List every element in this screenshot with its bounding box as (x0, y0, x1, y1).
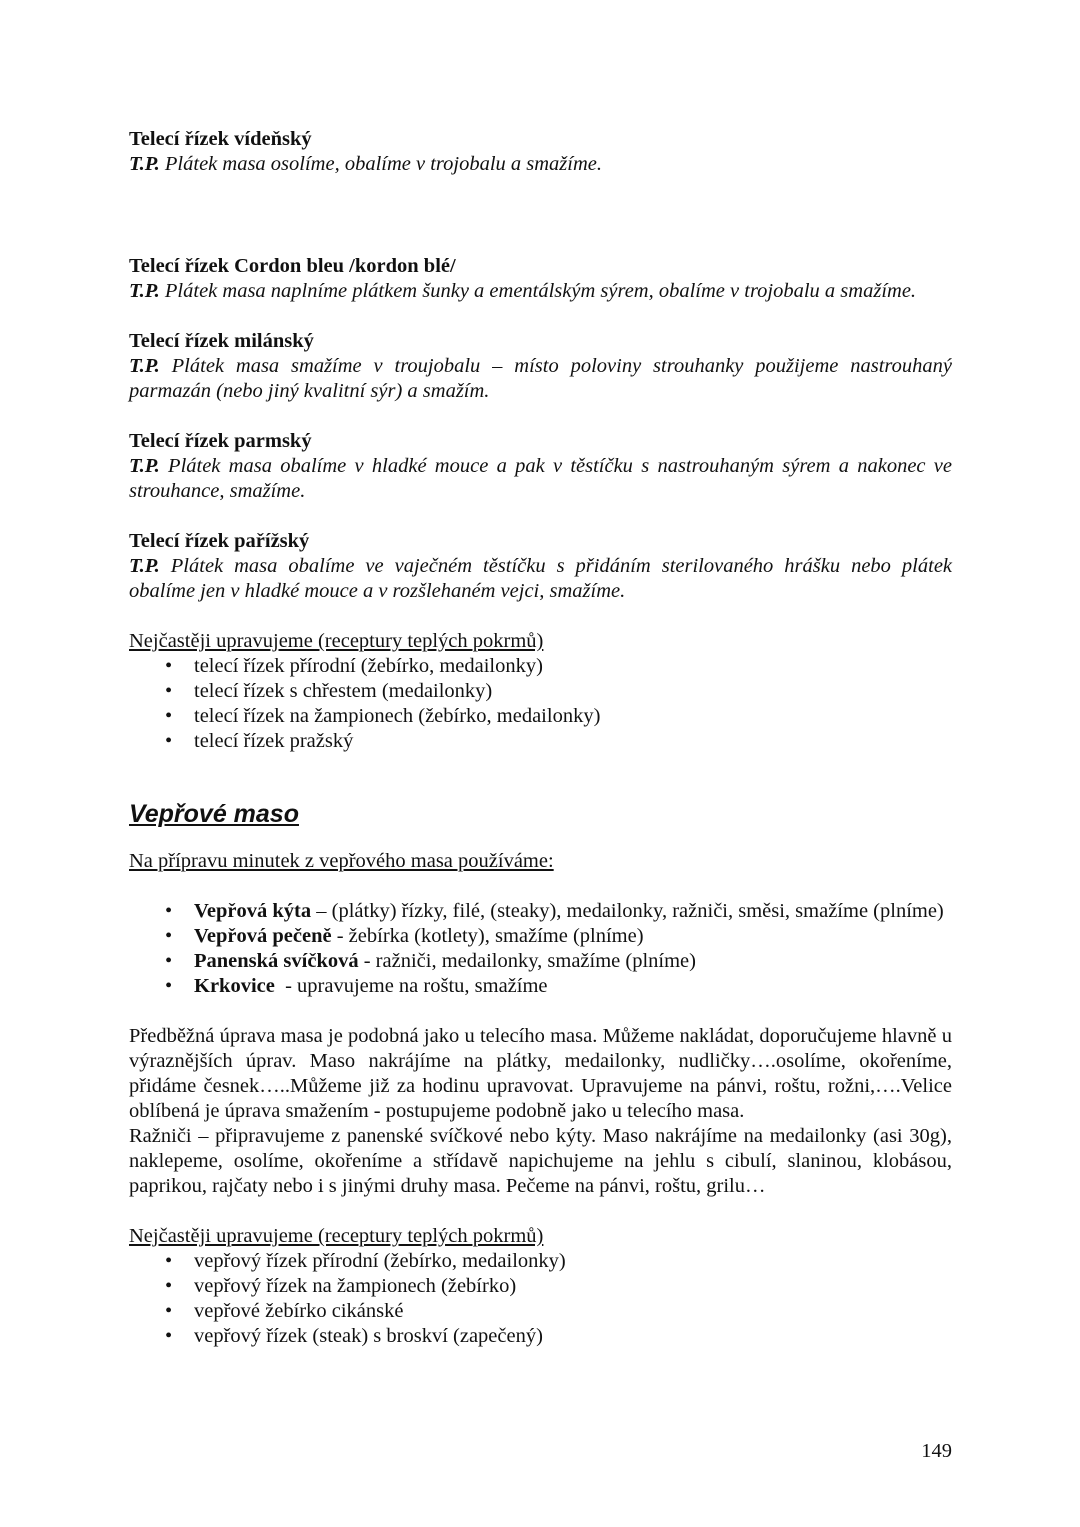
tp-label: T.P. (129, 153, 160, 175)
pork-paragraph-1: Předběžná úprava masa je podobná jako u telecího masa. Můžeme nakládat, doporučujeme hlavně u výraznějších úprav. Maso nakrájíme na plátky, medailonky, nudličky….osolíme, okořeníme, přidáme česnek…..Můžeme již za hodinu upravovat. Upravujeme na pánvi, roštu, rožni,….Velice oblíbená je úprava smažením - postupujeme podobně jako u telecího masa. (129, 1025, 952, 1122)
recipe-parmsky (129, 429, 952, 504)
list-item-text: telecí řízek pražský (194, 730, 354, 752)
tp-label: T.P. (129, 555, 160, 577)
pork-intro: Na přípravu minutek z vepřového masa používáme: (129, 850, 554, 872)
cut-name: Vepřová pečeně (194, 925, 332, 947)
list-item (129, 704, 952, 729)
section-title-pork: Vepřové maso (129, 800, 299, 828)
cut-name: Krkovice (194, 975, 275, 997)
list-item-text: vepřový řízek na žampionech (žebírko) (194, 1275, 517, 1297)
recipe-videnske (129, 127, 952, 177)
page-number: 149 (921, 1440, 952, 1462)
cut-name: Panenská svíčková (194, 950, 359, 972)
list-item (129, 1324, 952, 1349)
tp-text: Plátek masa smažíme v troujobalu – místo poloviny strouhanky použijeme nastrouhaný parmazán (nebo jiný kvalitní sýr) a smažím. (129, 355, 952, 402)
recipe-title: Telecí řízek milánský (129, 330, 314, 352)
bullet-icon: • (165, 730, 173, 752)
veal-common-list (129, 654, 952, 754)
bullet-icon: • (165, 975, 173, 997)
pork-common-section (129, 1224, 952, 1349)
list-item (129, 1274, 952, 1299)
pork-paragraph-2: Ražniči – připravujeme z panenské svíčkové nebo kýty. Maso nakrájíme na medailonky (asi 30g), naklepeme, osolíme, okořeníme a střídavě napichujeme na jehlu s cibulí, slaninou, klobásou, paprikou, rajčaty nebo i s jinými druhy masa. Pečeme na pánvi, roštu, grilu… (129, 1125, 952, 1197)
bullet-icon: • (165, 655, 173, 677)
bullet-icon: • (165, 1325, 173, 1347)
list-item (129, 1299, 952, 1324)
list-item (129, 654, 952, 679)
bullet-icon: • (165, 1250, 173, 1272)
cut-desc: - upravujeme na roštu, smažíme (274, 975, 548, 997)
pork-cuts-list (129, 899, 952, 999)
bullet-icon: • (165, 900, 173, 922)
list-item-text: vepřové žebírko cikánské (194, 1300, 404, 1322)
tp-text: Plátek masa obalíme v hladké mouce a pak v těstíčku s nastrouhaným sýrem a nakonec ve strouhance, smažíme. (129, 455, 952, 502)
list-item (129, 949, 952, 974)
list-item-text: telecí řízek na žampionech (žebírko, medailonky) (194, 705, 601, 727)
recipe-milansky (129, 329, 952, 404)
tp-text: Plátek masa osolíme, obalíme v trojobalu a smažíme. (164, 153, 603, 175)
bullet-icon: • (165, 1300, 173, 1322)
veal-common-heading: Nejčastěji upravujeme (receptury teplých pokrmů) (129, 630, 544, 652)
recipe-title: Telecí řízek parmský (129, 430, 312, 452)
recipe-title: Telecí řízek Cordon bleu /kordon blé/ (129, 255, 456, 277)
list-item-text: telecí řízek s chřestem (medailonky) (194, 680, 493, 702)
recipe-title: Telecí řízek pařížský (129, 530, 310, 552)
recipe-title: Telecí řízek vídeňský (129, 128, 312, 150)
tp-label: T.P. (129, 280, 160, 302)
pork-common-list (129, 1249, 952, 1349)
cut-desc: - ražniči, medailonky, smažíme (plníme) (358, 950, 696, 972)
pork-common-heading: Nejčastěji upravujeme (receptury teplých pokrmů) (129, 1225, 544, 1247)
list-item (129, 1249, 952, 1274)
list-item (129, 679, 952, 704)
tp-label: T.P. (129, 355, 160, 377)
recipe-procedure (129, 554, 952, 604)
tp-text: Plátek masa naplníme plátkem šunky a ementálským sýrem, obalíme v trojobalu a smažíme. (164, 280, 917, 302)
list-item (129, 729, 952, 754)
bullet-icon: • (165, 680, 173, 702)
tp-label: T.P. (129, 455, 160, 477)
bullet-icon: • (165, 950, 173, 972)
bullet-icon: • (165, 705, 173, 727)
cut-name: Vepřová kýta (194, 900, 312, 922)
list-item (129, 974, 952, 999)
bullet-icon: • (165, 1275, 173, 1297)
cut-desc: – (plátky) řízky, filé, (steaky), medailonky, ražniči, směsi, smažíme (plníme) (311, 900, 944, 922)
recipe-procedure (129, 454, 952, 504)
veal-common-section (129, 629, 952, 754)
bullet-icon: • (165, 925, 173, 947)
list-item-text: telecí řízek přírodní (žebírko, medailonky) (194, 655, 543, 677)
recipe-parizsky (129, 529, 952, 604)
list-item-text: vepřový řízek (steak) s broskví (zapečený) (194, 1325, 543, 1347)
tp-text: Plátek masa obalíme ve vaječném těstíčku s přidáním sterilovaného hrášku nebo plátek obalíme jen v hladké mouce a v rozšlehaném vejci, smažíme. (129, 555, 953, 602)
document-page (129, 127, 952, 1349)
recipe-procedure (129, 279, 952, 304)
recipe-cordon-bleu (129, 254, 952, 304)
list-item (129, 924, 952, 949)
list-item (129, 899, 952, 924)
cut-desc: - žebírka (kotlety), smažíme (plníme) (331, 925, 644, 947)
recipe-procedure (129, 152, 952, 177)
list-item-text: vepřový řízek přírodní (žebírko, medailonky) (194, 1250, 566, 1272)
recipe-procedure (129, 354, 952, 404)
